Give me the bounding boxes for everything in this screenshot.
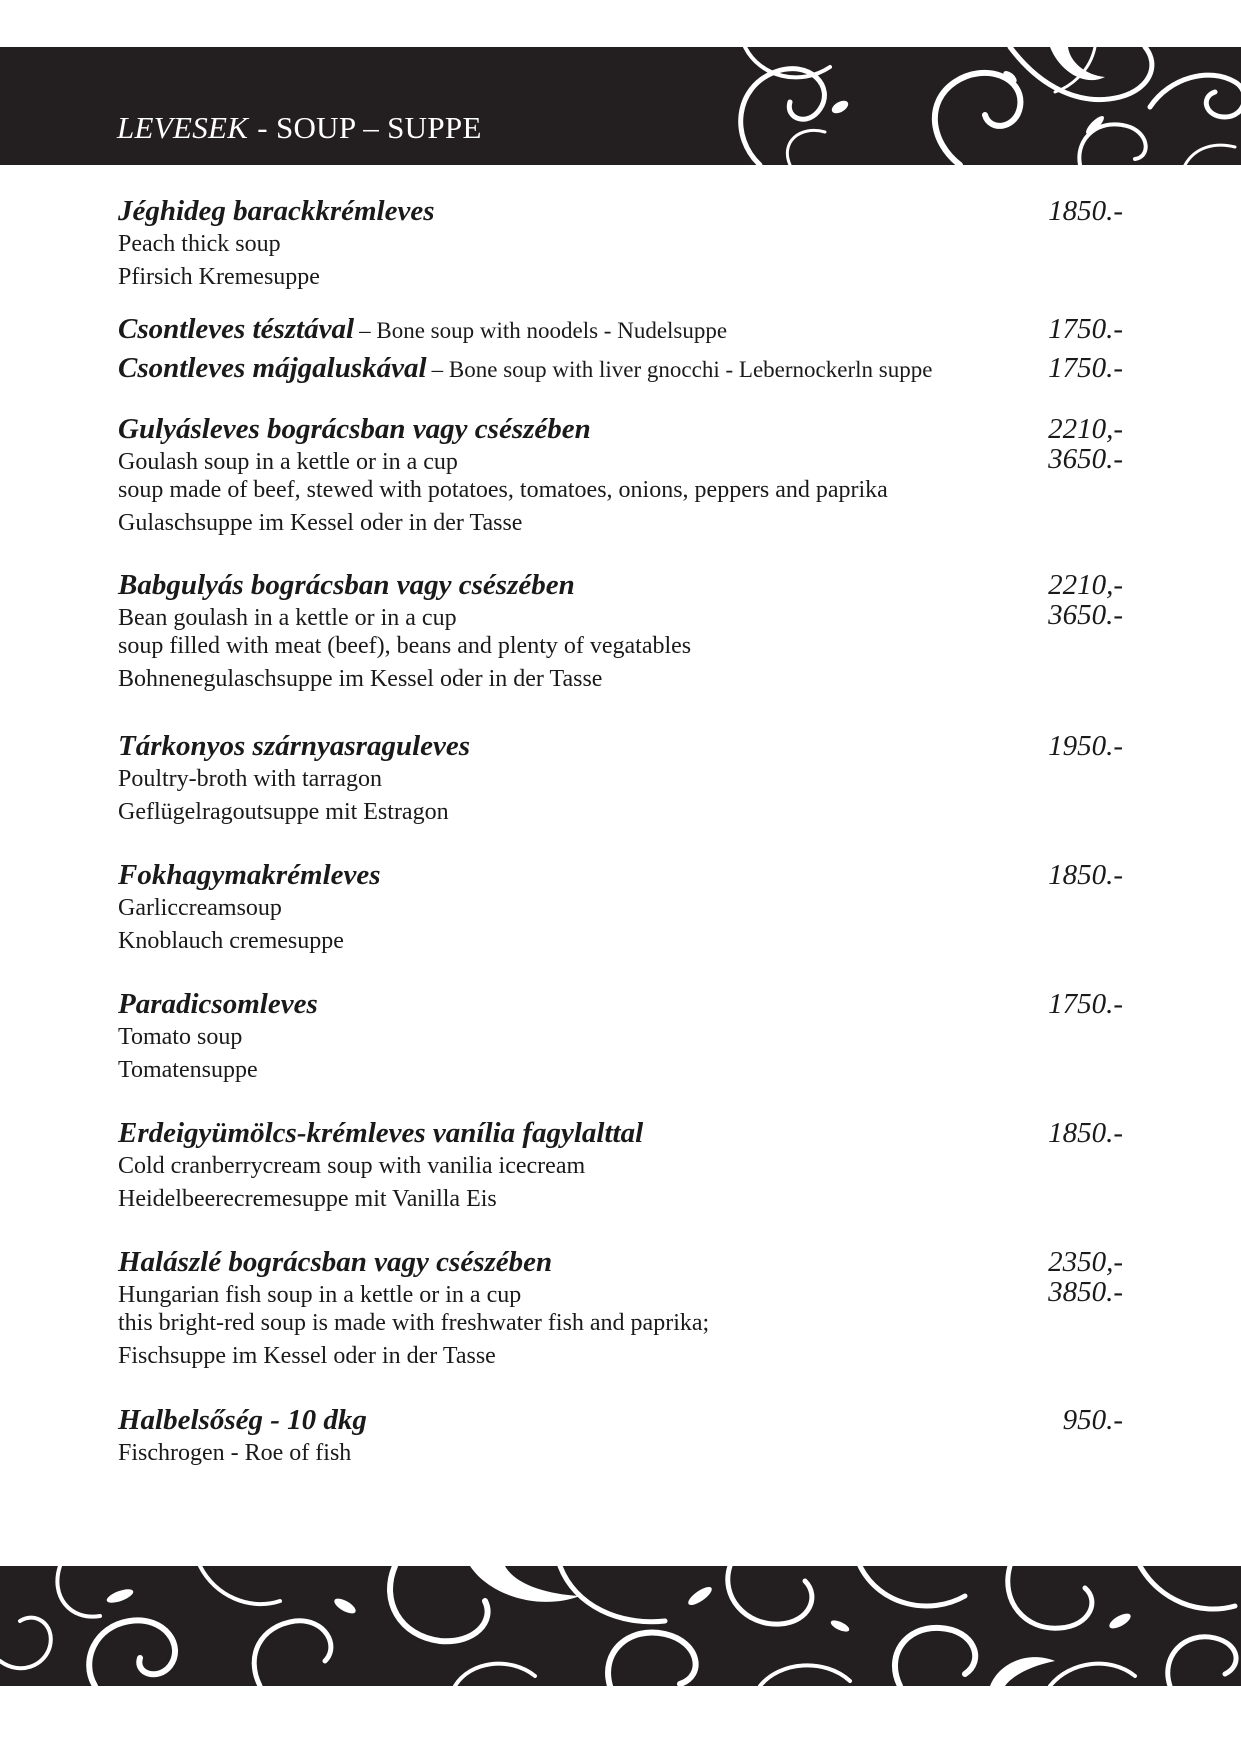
dish-description: this bright-red soup is made with freshwater fish and paprika; bbox=[118, 1310, 710, 1336]
dish-name: Gulyásleves bográcsban vagy csészében bbox=[118, 413, 591, 445]
dish-description: Gulaschsuppe im Kessel oder in der Tasse bbox=[118, 510, 523, 536]
dish-name: Jéghideg barackkrémleves bbox=[118, 195, 435, 227]
dish-description: Peach thick soup bbox=[118, 231, 281, 257]
dish-description: Tomatensuppe bbox=[118, 1057, 258, 1083]
menu-item bbox=[118, 352, 1123, 385]
dish-description: Bean goulash in a kettle or in a cup bbox=[118, 605, 457, 631]
menu-item bbox=[118, 730, 1123, 829]
dish-name: Erdeigyümölcs-krémleves vanília fagylalttal bbox=[118, 1117, 644, 1149]
dish-price: 1850.- bbox=[1048, 859, 1123, 891]
menu-item bbox=[118, 1117, 1123, 1216]
swirl-ornament-bottom bbox=[0, 1566, 1241, 1686]
dish-price: 1750.- bbox=[1048, 313, 1123, 345]
dish-name: Csontleves tésztával bbox=[118, 313, 355, 345]
dish-name: Halászlé bográcsban vagy csészében bbox=[118, 1246, 553, 1278]
dish-description: Knoblauch cremesuppe bbox=[118, 928, 344, 954]
dish-name: Csontleves májgaluskával bbox=[118, 352, 427, 384]
menu-item bbox=[118, 1246, 1123, 1373]
dish-description: Fischsuppe im Kessel oder in der Tasse bbox=[118, 1343, 496, 1369]
dish-name: Babgulyás bográcsban vagy csészében bbox=[118, 569, 575, 601]
dish-name: Paradicsomleves bbox=[118, 988, 318, 1020]
dish-price: 950.- bbox=[1062, 1404, 1123, 1436]
header-band bbox=[0, 47, 1241, 165]
dish-description: Garliccreamsoup bbox=[118, 895, 282, 921]
dish-price-secondary: 3850.- bbox=[1048, 1276, 1123, 1308]
dish-description: Goulash soup in a kettle or in a cup bbox=[118, 449, 458, 475]
dish-description: Hungarian fish soup in a kettle or in a cup bbox=[118, 1282, 522, 1308]
dish-description: soup filled with meat (beef), beans and plenty of vegatables bbox=[118, 633, 692, 659]
dish-name: Tárkonyos szárnyasraguleves bbox=[118, 730, 471, 762]
dish-price: 1750.- bbox=[1048, 352, 1123, 384]
dish-price: 1950.- bbox=[1048, 730, 1123, 762]
dish-description: Fischrogen - Roe of fish bbox=[118, 1440, 352, 1466]
title-italic: LEVESEK bbox=[117, 110, 249, 145]
dish-inline-description: – Bone soup with noodels - Nudelsuppe bbox=[359, 318, 728, 343]
dish-description: Heidelbeerecremesuppe mit Vanilla Eis bbox=[118, 1186, 497, 1212]
menu-item bbox=[118, 195, 1123, 294]
menu-item bbox=[118, 859, 1123, 958]
dish-name: Halbelsőség - 10 dkg bbox=[118, 1404, 367, 1436]
dish-price: 1750.- bbox=[1048, 988, 1123, 1020]
menu-item bbox=[118, 313, 1123, 346]
dish-price-secondary: 3650.- bbox=[1048, 443, 1123, 475]
dish-price: 2210,- bbox=[1048, 413, 1123, 445]
footer-band bbox=[0, 1566, 1241, 1686]
title-rest: - SOUP – SUPPE bbox=[257, 110, 482, 145]
dish-description: Cold cranberrycream soup with vanilia icecream bbox=[118, 1153, 586, 1179]
menu-item bbox=[118, 569, 1123, 696]
dish-price: 2210,- bbox=[1048, 569, 1123, 601]
dish-description: Poultry-broth with tarragon bbox=[118, 766, 382, 792]
dish-price: 1850.- bbox=[1048, 1117, 1123, 1149]
menu-item bbox=[118, 413, 1123, 540]
dish-description: soup made of beef, stewed with potatoes, tomatoes, onions, peppers and paprika bbox=[118, 477, 888, 503]
dish-name: Fokhagymakrémleves bbox=[118, 859, 381, 891]
menu-item bbox=[118, 1404, 1123, 1470]
dish-description: Tomato soup bbox=[118, 1024, 243, 1050]
dish-description: Bohnenegulaschsuppe im Kessel oder in der Tasse bbox=[118, 666, 603, 692]
dish-price-secondary: 3650.- bbox=[1048, 599, 1123, 631]
dish-price: 2350,- bbox=[1048, 1246, 1123, 1278]
menu-item bbox=[118, 988, 1123, 1087]
swirl-ornament-top bbox=[0, 47, 1241, 165]
dish-description: Geflügelragoutsuppe mit Estragon bbox=[118, 799, 449, 825]
dish-price: 1850.- bbox=[1048, 195, 1123, 227]
dish-inline-description: – Bone soup with liver gnocchi - Lebernockerln suppe bbox=[431, 357, 933, 382]
page-title bbox=[117, 110, 482, 146]
dish-description: Pfirsich Kremesuppe bbox=[118, 264, 320, 290]
